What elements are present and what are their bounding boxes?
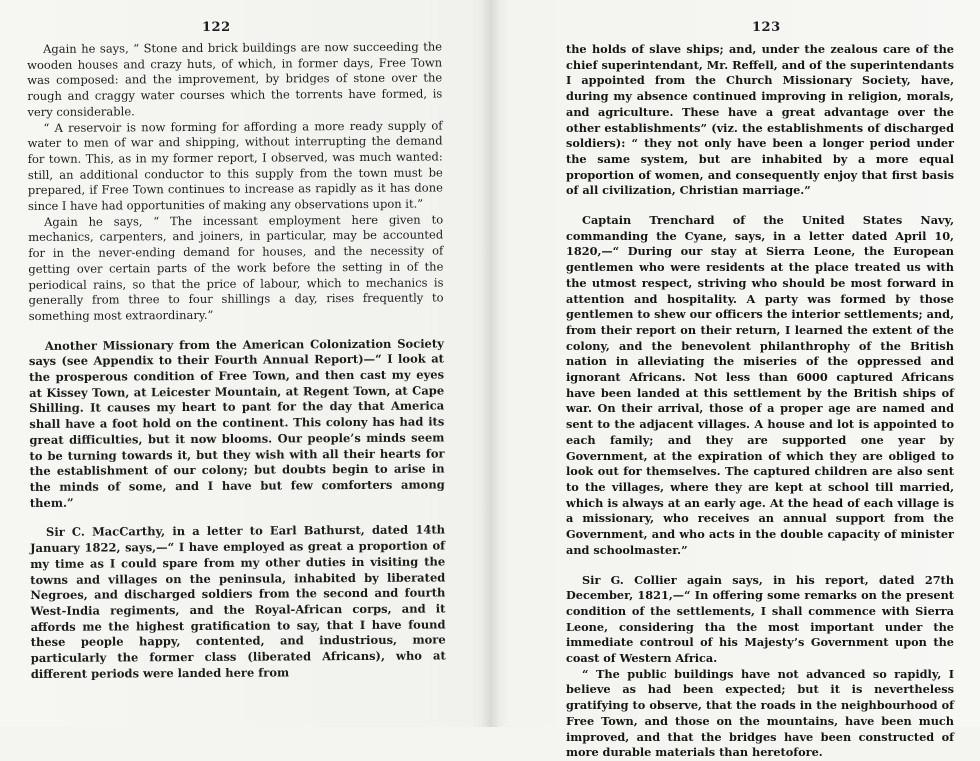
left-paragraph-4: Another Missionary from the American Colonization Society says (see Appendix to their Fourth Annual Report)—“ I look at the prosperous condition of Free Town, and then cast my eyes at Kissey Town, at Leicester Mountain, at Regent Town, at Cape Shilling. It causes my heart to pant for the day that America shall have a foot hold on the continent. This colony has had its great difficulties, but it now blooms. Our people’s minds seem to be turning towards it, but they wish with all their hearts for the establishment of our colony; but doubts begin to arise in the minds of some, and I have but few comforters among them.” [28, 336, 445, 510]
book-gutter [482, 0, 500, 727]
left-page-text [27, 39, 446, 682]
left-paragraph-3: Again he says, “ The incessant employment here given to mechanics, carpenters, and joiners, in particular, may be accounted for in the never-ending demand for houses, and the necessity of getting over certain parts of the work before the setting in of the periodical rains, so that the price of labour, which to mechanics is generally from three to four shillings a day, rises frequently to something most extraordinary.” [28, 212, 444, 323]
right-paragraph-1: the holds of slave ships; and, under the zealous care of the chief superintendant, Mr. Reffell, and of the superintendants I appointed from the Church Missionary Society, have, during my absence continued improving in religion, morals, and agriculture. These have a great advantage over the other establishments” (viz. the establishments of discharged soldiers): “ they not only have been a longer period under the same system, but are inhabited by a more equal proportion of women, and consequently enjoy that first basis of all civilization, Christian marriage.” [566, 42, 954, 198]
right-page-number: 123 [752, 20, 781, 35]
right-paragraph-4: “ The public buildings have not advanced so rapidly, I believe as had been expected; but it is nevertheless gratifying to observe, that the roads in the neighbourhood of Free Town, and those on the mountains, have been much improved, and that the bridges have been constructed of more durable materials than heretofore. [566, 666, 954, 760]
left-page-number: 122 [202, 20, 231, 35]
right-page-text [566, 42, 954, 761]
left-paragraph-5: Sir C. MacCarthy, in a letter to Earl Bathurst, dated 14th January 1822, says,—“ I have employed as great a proportion of my time as I could spare from my other duties in visiting the towns and villages on the peninsula, inhabited by liberated Negroes, and discharged soldiers from the second and fourth West-India regiments, and the Royal-African corps, and it affords me the highest gratification to say, that I have found these people happy, contented, and industrious, more particularly the former class (liberated Africans), who at different periods were landed here from [30, 522, 446, 681]
left-paragraph-2: “ A reservoir is now forming for affording a more ready supply of water to men of war and shipping, without interrupting the demand for town. This, as in my former report, I observed, was much wanted: still, an additional conductor to this supply from the town must be prepared, if Free Town continues to increase as rapidly as it has done since I have had opportunities of making any observations upon it.” [27, 117, 443, 214]
left-paragraph-1: Again he says, “ Stone and brick buildings are now succeeding the wooden houses and crazy huts, of which, in former days, Free Town was composed: and the improvement, by bridges of stone over the rough and craggy water courses which the torrents have formed, is very considerable. [27, 39, 443, 119]
right-paragraph-2: Captain Trenchard of the United States Navy, commanding the Cyane, says, in a letter dated April 10, 1820,—“ During our stay at Sierra Leone, the European gentlemen who were residents at the place treated us with the utmost respect, striving who should be most forward in attention and hospitality. A party was formed by those gentlemen to shew our officers the interior settlements; and, from their report on their return, I learned the extent of the colony, and the benevolent philanthrophy of the British nation in alleviating the miseries of the oppressed and ignorant Africans. Not less than 6000 captured Africans have been landed at this settlement by the British ships of war. On their arrival, those of a proper age are named and sent to the adjacent villages. A house and lot is appointed to each family; and they are supported one year by Government, at the expiration of which they are obliged to look out for themselves. The captured children are also sent to the villages, where they are kept at school till married, which is always at an early age. At the head of each village is a missionary, who receives an annual support from the Government, and who acts in the double capacity of minister and schoolmaster.” [566, 213, 954, 557]
right-paragraph-3: Sir G. Collier again says, in his report, dated 27th December, 1821,—“ In offering some remarks on the present condition of the settlements, I shall commence with Sierra Leone, considering tha the most important under the immediate controul of his Majesty’s Government upon the coast of Western Africa. [566, 572, 954, 666]
